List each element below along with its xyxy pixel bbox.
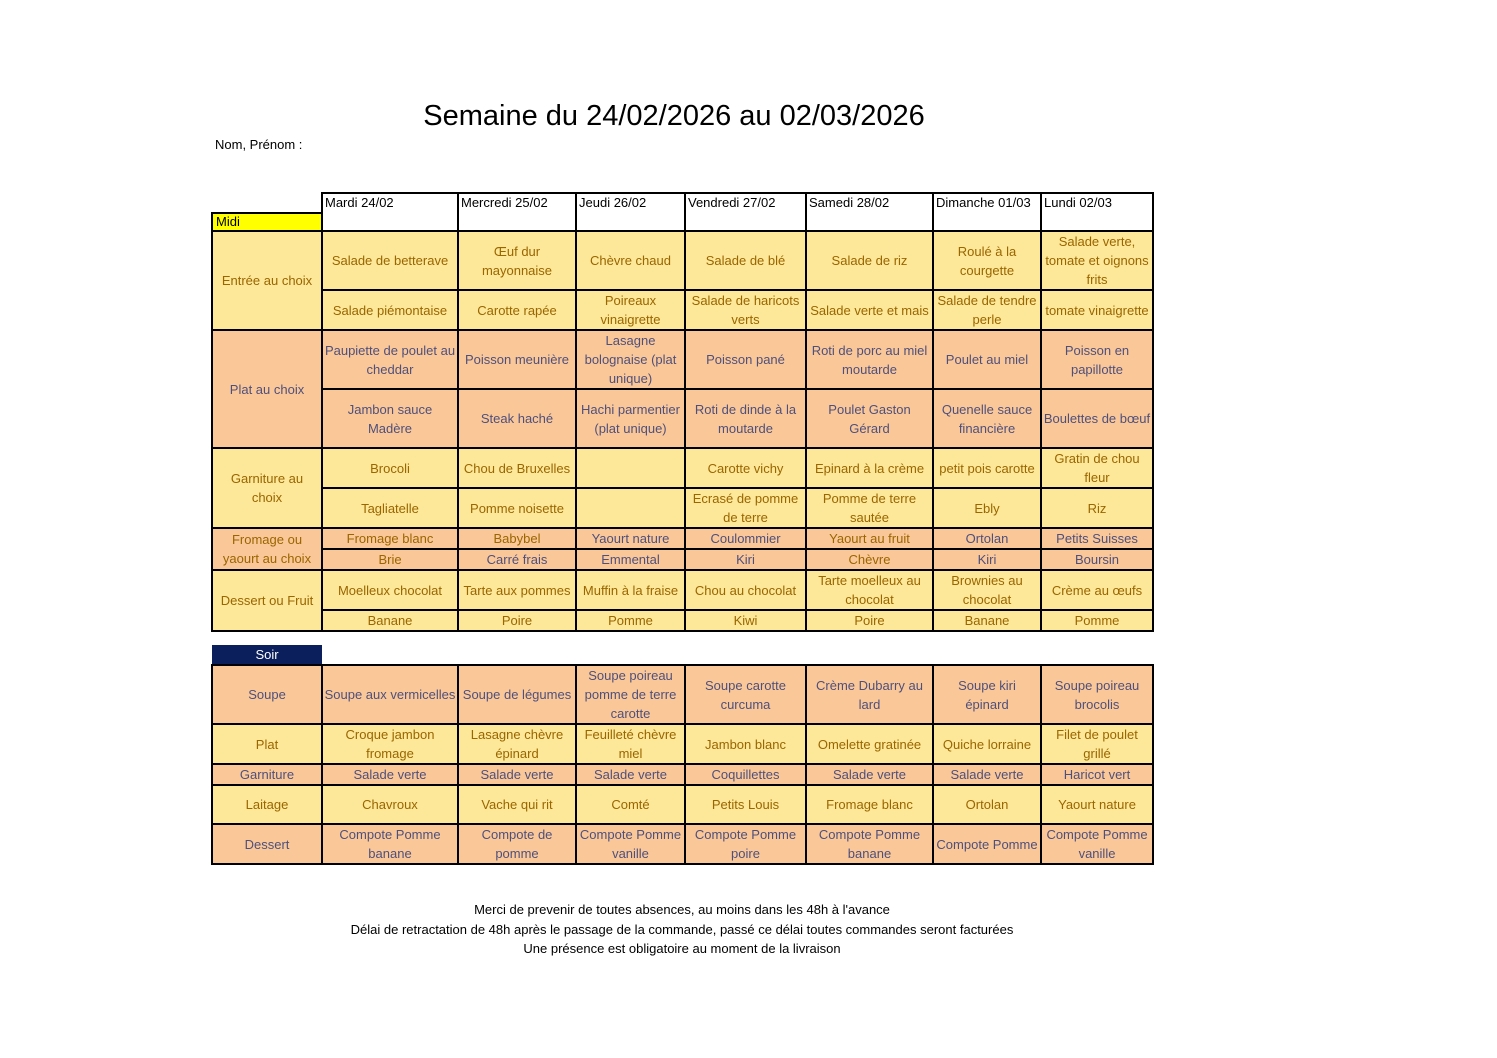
menu-cell: Poulet Gaston Gérard — [806, 389, 933, 448]
menu-cell: Fromage blanc — [322, 528, 458, 549]
menu-cell: Yaourt au fruit — [806, 528, 933, 549]
menu-cell: Yaourt nature — [1041, 785, 1153, 824]
menu-cell: Tarte aux pommes — [458, 570, 576, 610]
menu-cell: Petits Suisses — [1041, 528, 1153, 549]
menu-cell: Moelleux chocolat — [322, 570, 458, 610]
day-header: Mardi 24/02 — [322, 193, 458, 231]
menu-cell: Filet de poulet grillé — [1041, 724, 1153, 764]
menu-cell: Poire — [806, 610, 933, 631]
menu-cell: Chèvre — [806, 549, 933, 570]
menu-cell: Crème au œufs — [1041, 570, 1153, 610]
menu-cell: Compote Pomme poire — [685, 824, 806, 864]
day-header: Jeudi 26/02 — [576, 193, 685, 231]
footer-notes — [250, 900, 1114, 959]
menu-cell: Vache qui rit — [458, 785, 576, 824]
menu-cell: Ecrasé de pomme de terre — [685, 488, 806, 528]
menu-cell: Salade de betterave — [322, 231, 458, 290]
menu-cell: Carotte rapée — [458, 290, 576, 330]
menu-cell: Brownies au chocolat — [933, 570, 1041, 610]
menu-cell: Soupe de légumes — [458, 665, 576, 724]
menu-cell: Œuf dur mayonnaise — [458, 231, 576, 290]
menu-cell: Salade piémontaise — [322, 290, 458, 330]
menu-cell: Salade verte — [576, 764, 685, 785]
menu-cell: Poisson meunière — [458, 330, 576, 389]
menu-cell: Roulé à la courgette — [933, 231, 1041, 290]
menu-cell: Salade verte — [933, 764, 1041, 785]
menu-cell: Coquillettes — [685, 764, 806, 785]
menu-cell: Comté — [576, 785, 685, 824]
menu-cell: Roti de porc au miel moutarde — [806, 330, 933, 389]
menu-cell: Pomme — [1041, 610, 1153, 631]
menu-cell: Soupe carotte curcuma — [685, 665, 806, 724]
row-label-fromage: Fromage ou yaourt au choix — [212, 528, 322, 570]
menu-cell: Salade verte, tomate et oignons frits — [1041, 231, 1153, 290]
menu-cell: Kiwi — [685, 610, 806, 631]
menu-cell: Emmental — [576, 549, 685, 570]
menu-cell: Brocoli — [322, 448, 458, 488]
row-label-garniture-soir: Garniture — [212, 764, 322, 785]
row-label-dessert: Dessert ou Fruit — [212, 570, 322, 631]
menu-cell: Chou de Bruxelles — [458, 448, 576, 488]
menu-cell: petit pois carotte — [933, 448, 1041, 488]
menu-cell: Compote de pomme — [458, 824, 576, 864]
menu-cell: Ortolan — [933, 528, 1041, 549]
menu-cell: tomate vinaigrette — [1041, 290, 1153, 330]
menu-cell: Hachi parmentier (plat unique) — [576, 389, 685, 448]
menu-cell: Jambon sauce Madère — [322, 389, 458, 448]
menu-cell: Feuilleté chèvre miel — [576, 724, 685, 764]
day-header: Lundi 02/03 — [1041, 193, 1153, 231]
row-label-dessert-soir: Dessert — [212, 824, 322, 864]
menu-cell: Boursin — [1041, 549, 1153, 570]
row-label-laitage: Laitage — [212, 785, 322, 824]
menu-cell: Soupe kiri épinard — [933, 665, 1041, 724]
menu-cell: Soupe poireau brocolis — [1041, 665, 1153, 724]
menu-cell: Quiche lorraine — [933, 724, 1041, 764]
menu-cell: Salade verte et mais — [806, 290, 933, 330]
menu-cell: Omelette gratinée — [806, 724, 933, 764]
menu-cell: Salade verte — [322, 764, 458, 785]
menu-cell — [576, 488, 685, 528]
page-title: Semaine du 24/02/2026 au 02/03/2026 — [423, 100, 925, 132]
menu-cell: Haricot vert — [1041, 764, 1153, 785]
menu-cell: Paupiette de poulet au cheddar — [322, 330, 458, 389]
menu-cell: Kiri — [685, 549, 806, 570]
menu-cell: Kiri — [933, 549, 1041, 570]
menu-cell: Salade de haricots verts — [685, 290, 806, 330]
menu-cell: Petits Louis — [685, 785, 806, 824]
corner-blank — [212, 193, 322, 213]
menu-cell: Pomme noisette — [458, 488, 576, 528]
menu-cell: Yaourt nature — [576, 528, 685, 549]
menu-cell: Salade de riz — [806, 231, 933, 290]
row-label-garniture: Garniture au choix — [212, 448, 322, 528]
soir-menu-table — [211, 645, 1154, 865]
menu-cell: Roti de dinde à la moutarde — [685, 389, 806, 448]
note-line: Délai de retractation de 48h après le passage de la commande, passé ce délai toutes commandes seront facturées — [350, 921, 1014, 937]
midi-section-header: Midi — [212, 213, 322, 231]
menu-cell: Compote Pomme vanille — [1041, 824, 1153, 864]
menu-cell: Soupe aux vermicelles — [322, 665, 458, 724]
menu-cell: Pomme — [576, 610, 685, 631]
day-header: Mercredi 25/02 — [458, 193, 576, 231]
menu-cell: Tarte moelleux au chocolat — [806, 570, 933, 610]
menu-cell: Compote Pomme banane — [806, 824, 933, 864]
menu-cell: Chèvre chaud — [576, 231, 685, 290]
menu-cell: Poire — [458, 610, 576, 631]
row-label-entree: Entrée au choix — [212, 231, 322, 330]
name-label: Nom, Prénom : — [215, 137, 303, 152]
menu-cell: Ortolan — [933, 785, 1041, 824]
day-header: Vendredi 27/02 — [685, 193, 806, 231]
menu-cell: Riz — [1041, 488, 1153, 528]
menu-cell: Gratin de chou fleur — [1041, 448, 1153, 488]
day-header: Dimanche 01/03 — [933, 193, 1041, 231]
menu-cell: Ebly — [933, 488, 1041, 528]
menu-cell: Quenelle sauce financière — [933, 389, 1041, 448]
menu-cell: Tagliatelle — [322, 488, 458, 528]
note-line: Une présence est obligatoire au moment de la livraison — [523, 941, 841, 956]
row-label-plat-soir: Plat — [212, 724, 322, 764]
menu-cell: Poisson en papillotte — [1041, 330, 1153, 389]
menu-cell: Compote Pomme — [933, 824, 1041, 864]
menu-cell: Muffin à la fraise — [576, 570, 685, 610]
menu-cell: Salade verte — [806, 764, 933, 785]
midi-menu-table — [211, 192, 1154, 632]
menu-cell: Chavroux — [322, 785, 458, 824]
menu-cell: Brie — [322, 549, 458, 570]
menu-cell: Fromage blanc — [806, 785, 933, 824]
menu-cell: Epinard à la crème — [806, 448, 933, 488]
menu-cell: Compote Pomme vanille — [576, 824, 685, 864]
soir-section-header: Soir — [212, 645, 322, 665]
row-label-plat: Plat au choix — [212, 330, 322, 448]
menu-cell: Carotte vichy — [685, 448, 806, 488]
menu-cell: Poulet au miel — [933, 330, 1041, 389]
menu-cell: Carré frais — [458, 549, 576, 570]
menu-cell: Jambon blanc — [685, 724, 806, 764]
menu-cell: Lasagne bolognaise (plat unique) — [576, 330, 685, 389]
menu-cell: Croque jambon fromage — [322, 724, 458, 764]
menu-cell: Lasagne chèvre épinard — [458, 724, 576, 764]
menu-cell: Banane — [322, 610, 458, 631]
menu-cell: Poireaux vinaigrette — [576, 290, 685, 330]
menu-cell: Coulommier — [685, 528, 806, 549]
menu-cell: Salade de tendre perle — [933, 290, 1041, 330]
menu-cell: Steak haché — [458, 389, 576, 448]
note-line: Merci de prevenir de toutes absences, au moins dans les 48h à l'avance — [474, 902, 890, 917]
soir-header-blank — [322, 645, 1153, 665]
menu-cell: Babybel — [458, 528, 576, 549]
menu-cell: Pomme de terre sautée — [806, 488, 933, 528]
menu-cell: Crème Dubarry au lard — [806, 665, 933, 724]
day-header: Samedi 28/02 — [806, 193, 933, 231]
menu-cell: Salade verte — [458, 764, 576, 785]
menu-cell: Chou au chocolat — [685, 570, 806, 610]
menu-cell: Poisson pané — [685, 330, 806, 389]
menu-cell: Soupe poireau pomme de terre carotte — [576, 665, 685, 724]
row-label-soupe: Soupe — [212, 665, 322, 724]
menu-cell: Salade de blé — [685, 231, 806, 290]
menu-cell: Banane — [933, 610, 1041, 631]
menu-cell: Compote Pomme banane — [322, 824, 458, 864]
menu-cell: Boulettes de bœuf — [1041, 389, 1153, 448]
menu-cell — [576, 448, 685, 488]
